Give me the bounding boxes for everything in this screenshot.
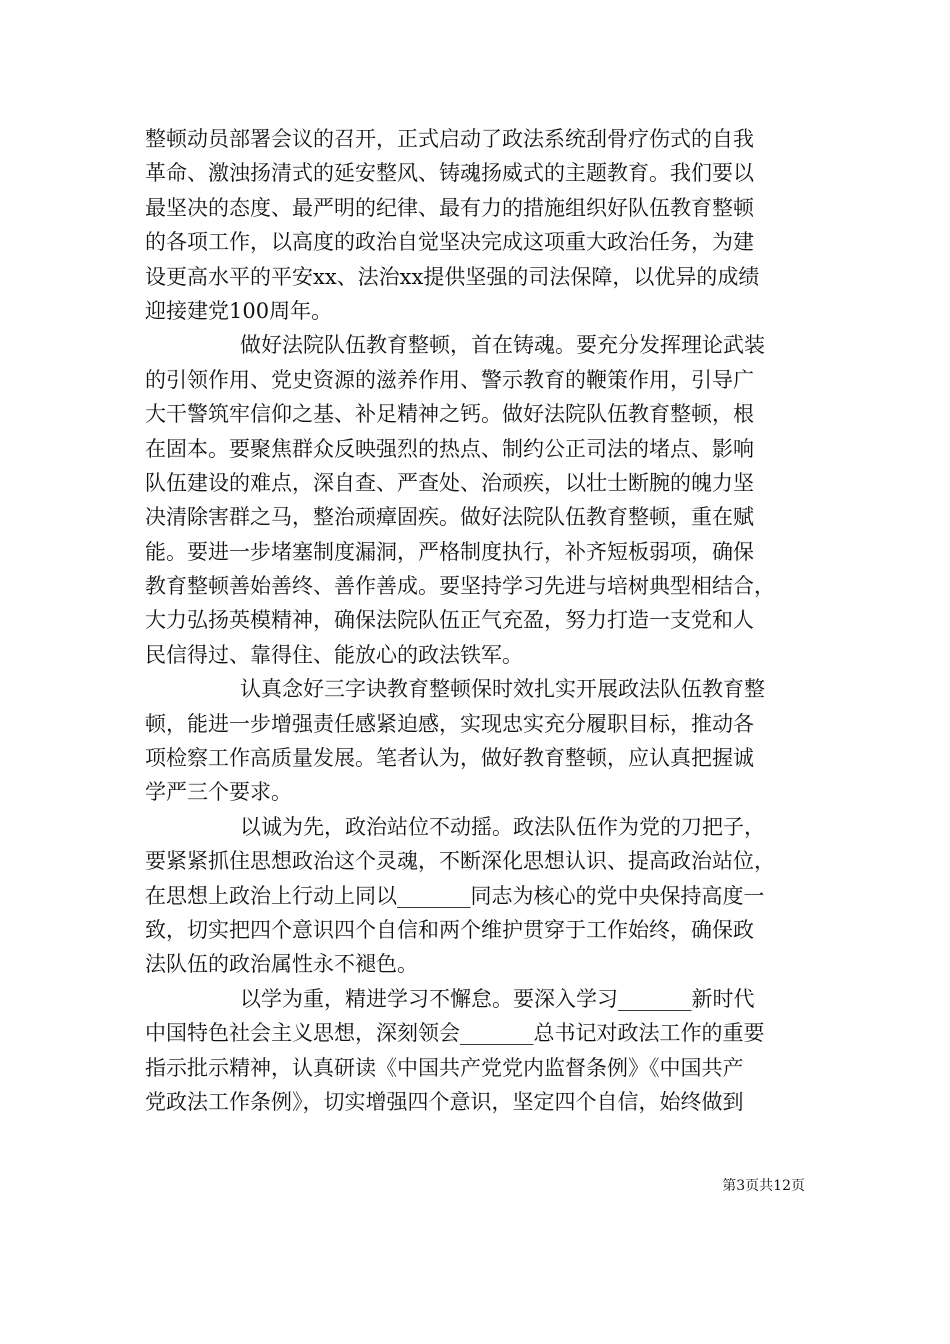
text-line: 革命、激浊扬清式的延安整风、铸魂扬威式的主题教育。我们要以 [145, 161, 754, 186]
text-line: 整顿动员部署会议的召开，正式启动了政法系统刮骨疗伤式的自我 [145, 127, 754, 151]
text-line: 指示批示精神，认真研读《中国共产党党内监督条例》《中国共产 [145, 1055, 744, 1080]
text-line: 学严三个要求。 [145, 780, 292, 805]
paragraph [145, 672, 810, 810]
text-line: 大力弘扬英模精神，确保法院队伍正气充盈，努力打造一支党和人 [145, 608, 754, 633]
text-line: 法队伍的政治属性永不褪色。 [145, 952, 418, 977]
paragraph [145, 122, 810, 328]
text-line: 队伍建设的难点，深自查、严查处、治顽疾，以壮士断腕的魄力坚 [145, 470, 754, 495]
text-line: 在思想上政治上行动上同以_______同志为核心的党中央保持高度一 [145, 883, 765, 908]
text-line: 在固本。要聚焦群众反映强烈的热点、制约公正司法的堵点、影响 [145, 436, 754, 461]
text-line: 以学为重，精进学习不懈怠。要深入学习_______新时代 [240, 986, 755, 1011]
paragraph [145, 810, 810, 982]
text-line: 最坚决的态度、最严明的纪律、最有力的措施组织好队伍教育整顿 [145, 195, 754, 220]
text-line: 迎接建党100周年。 [145, 298, 333, 323]
text-line: 的引领作用、党史资源的滋养作用、警示教育的鞭策作用，引导广 [145, 367, 754, 392]
text-line: 中国特色社会主义思想，深刻领会_______总书记对政法工作的重要 [145, 1021, 765, 1046]
paragraph [145, 982, 810, 1120]
text-line: 认真念好三字诀教育整顿保时效扎实开展政法队伍教育整 [240, 677, 765, 702]
text-line: 致，切实把四个意识四个自信和两个维护贯穿于工作始终，确保政 [145, 917, 754, 942]
text-line: 党政法工作条例》，切实增强四个意识，坚定四个自信，始终做到 [145, 1089, 744, 1114]
text-line: 设更高水平的平安xx、法治xx提供坚强的司法保障，以优异的成绩 [145, 264, 760, 289]
text-line: 项检察工作高质量发展。笔者认为，做好教育整顿，应认真把握诚 [145, 746, 754, 771]
document-body [145, 122, 810, 1119]
text-line: 决清除害群之马，整治顽瘴固疾。做好法院队伍教育整顿，重在赋 [145, 505, 754, 530]
text-line: 做好法院队伍教育整顿，首在铸魂。要充分发挥理论武装 [240, 333, 765, 358]
text-line: 顿，能进一步增强责任感紧迫感，实现忠实充分履职目标，推动各 [145, 711, 754, 736]
text-line: 的各项工作，以高度的政治自觉坚决完成这项重大政治任务，为建 [145, 230, 754, 255]
text-line: 要紧紧抓住思想政治这个灵魂，不断深化思想认识、提高政治站位， [145, 849, 775, 874]
page-number-footer: 第3页共12页 [722, 1178, 805, 1194]
text-line: 教育整顿善始善终、善作善成。要坚持学习先进与培树典型相结合， [145, 574, 775, 599]
text-line: 民信得过、靠得住、能放心的政法铁军。 [145, 642, 523, 667]
paragraph [145, 328, 810, 672]
text-line: 以诚为先，政治站位不动摇。政法队伍作为党的刀把子， [240, 814, 765, 839]
text-line: 能。要进一步堵塞制度漏洞，严格制度执行，补齐短板弱项，确保 [145, 539, 754, 564]
text-line: 大干警筑牢信仰之基、补足精神之钙。做好法院队伍教育整顿，根 [145, 402, 754, 427]
